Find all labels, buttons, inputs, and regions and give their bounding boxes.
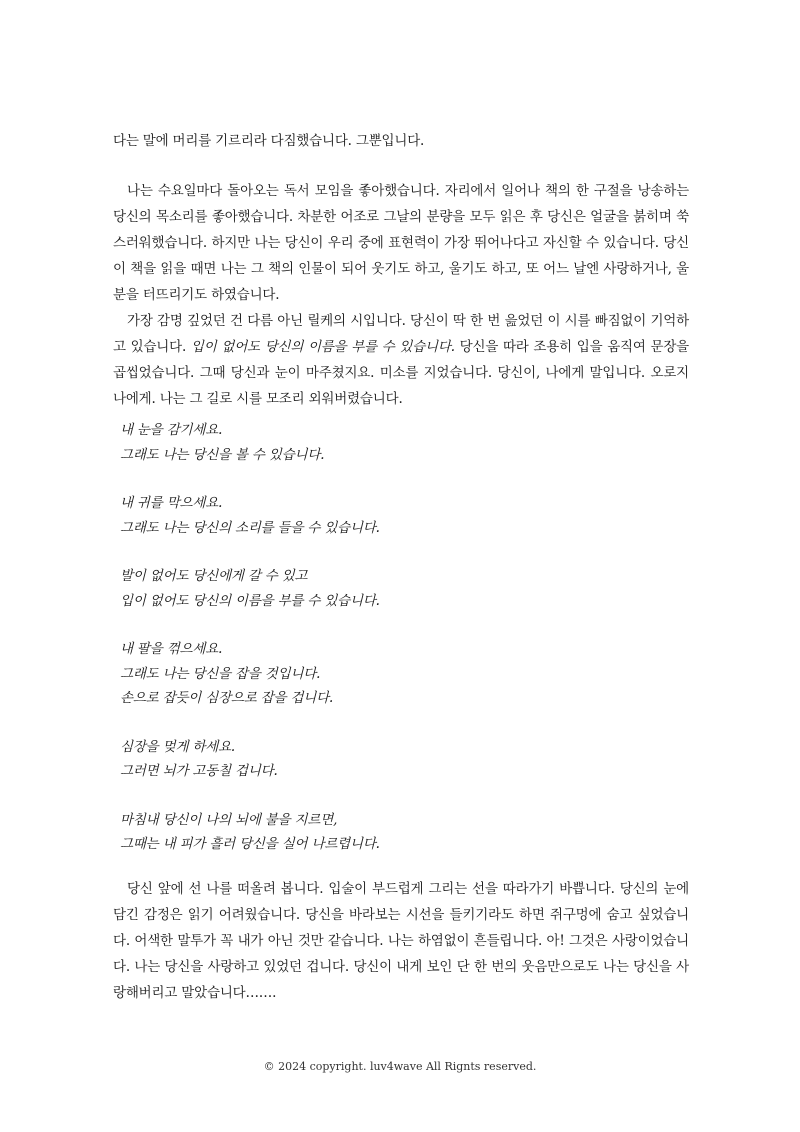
poem-line: 그래도 나는 당신을 볼 수 있습니다.: [120, 446, 325, 463]
poem-line: 심장을 멎게 하세요.: [120, 738, 236, 755]
paragraph-rilke-outro: 당신을 따라 조용히 입을 움직여 문장을 곱씹었습니다. 그때 당신과 눈이 마주쳤지요. 미소를 지었습니다. 당신이, 나에게 말입니다. 오로지 나에게. 나는 그 길로 시를 모조리 외워버렸습니다.: [113, 339, 690, 407]
poem-line: 그때는 내 피가 흘러 당신을 실어 나르렵니다.: [120, 836, 380, 852]
poem-line: 그래도 나는 당신의 소리를 들을 수 있습니다.: [120, 519, 380, 536]
poem-stanza: [120, 808, 680, 857]
poem-line: 발이 없어도 당신에게 갈 수 있고: [120, 568, 308, 584]
body-paragraphs-bottom: [113, 876, 689, 1006]
inline-poem-quote: 입이 없어도 당신의 이름을 부를 수 있습니다.: [190, 339, 455, 355]
poem-line: 그러면 뇌가 고동칠 겁니다.: [120, 763, 278, 779]
poem-stanza: [120, 564, 680, 613]
poem-stanza: [120, 637, 680, 711]
lead-line: 다는 말에 머리를 기르리라 다짐했습니다. 그뿐입니다.: [113, 133, 425, 149]
lead-line-block: [113, 128, 689, 154]
poem-line: 마침내 당신이 나의 뇌에 불을 지르면,: [120, 811, 338, 828]
poem-line: 그래도 나는 당신을 잡을 것입니다.: [120, 665, 321, 682]
paragraph-reading-club: 나는 수요일마다 돌아오는 독서 모임을 좋아했습니다. 자리에서 일어나 책의 한 구절을 낭송하는 당신의 목소리를 좋아했습니다. 차분한 어조로 그날의 분량을 모두 읽은 후 당신은 얼굴을 붉히며 쑥스러워했습니다. 하지만 나는 당신이 우리 중에 표현력이 가장 뛰어나다고 자신할 수 있습니다. 당신이 책을 읽을 때면 나는 그 책의 인물이 되어 웃기도 하고, 울기도 하고, 또 어느 날엔 사랑하거나, 울분을 터뜨리기도 하였습니다.: [113, 183, 689, 303]
paragraph-rilke: [113, 308, 689, 412]
poem-stanza: [120, 491, 680, 540]
poem-stanza: [120, 418, 680, 467]
paragraph-confession: 당신 앞에 선 나를 떠올려 봅니다. 입술이 부드럽게 그리는 선을 따라가기 바쁩니다. 당신의 눈에 담긴 감정은 읽기 어려웠습니다. 당신을 바라보는 시선을 들키기라도 하면 쥐구멍에 숨고 싶었습니다. 어색한 말투가 꼭 내가 아닌 것만 같습니다. 나는 하염없이 흔들립니다. 아! 그것은 사랑이었습니다. 나는 당신을 사랑하고 있었던 겁니다. 당신이 내게 보인 단 한 번의 웃음만으로도 나는 당신을 사랑해버리고 말았습니다…….: [113, 881, 689, 1001]
body-paragraphs-top: [113, 178, 689, 412]
poem-line: 내 눈을 감기세요.: [120, 422, 223, 438]
poem-line: 손으로 잡듯이 심장으로 잡을 겁니다.: [120, 690, 334, 706]
poem-block: [120, 418, 680, 881]
poem-line: 입이 없어도 당신의 이름을 부를 수 있습니다.: [120, 592, 380, 609]
copyright-footer: © 2024 copyright. luv4wave All Rignts reserved.: [263, 1060, 537, 1073]
paragraph-rilke-intro: 가장 감명 깊었던 건 다름 아닌 릴케의 시입니다. 당신이 딱 한 번 읊었던 이 시를 빠짐없이 기억하고 있습니다.: [113, 313, 689, 355]
poem-stanza: [120, 735, 680, 784]
poem-line: 내 귀를 막으세요.: [120, 495, 223, 511]
poem-line: 내 팔을 꺾으세요.: [120, 641, 223, 657]
